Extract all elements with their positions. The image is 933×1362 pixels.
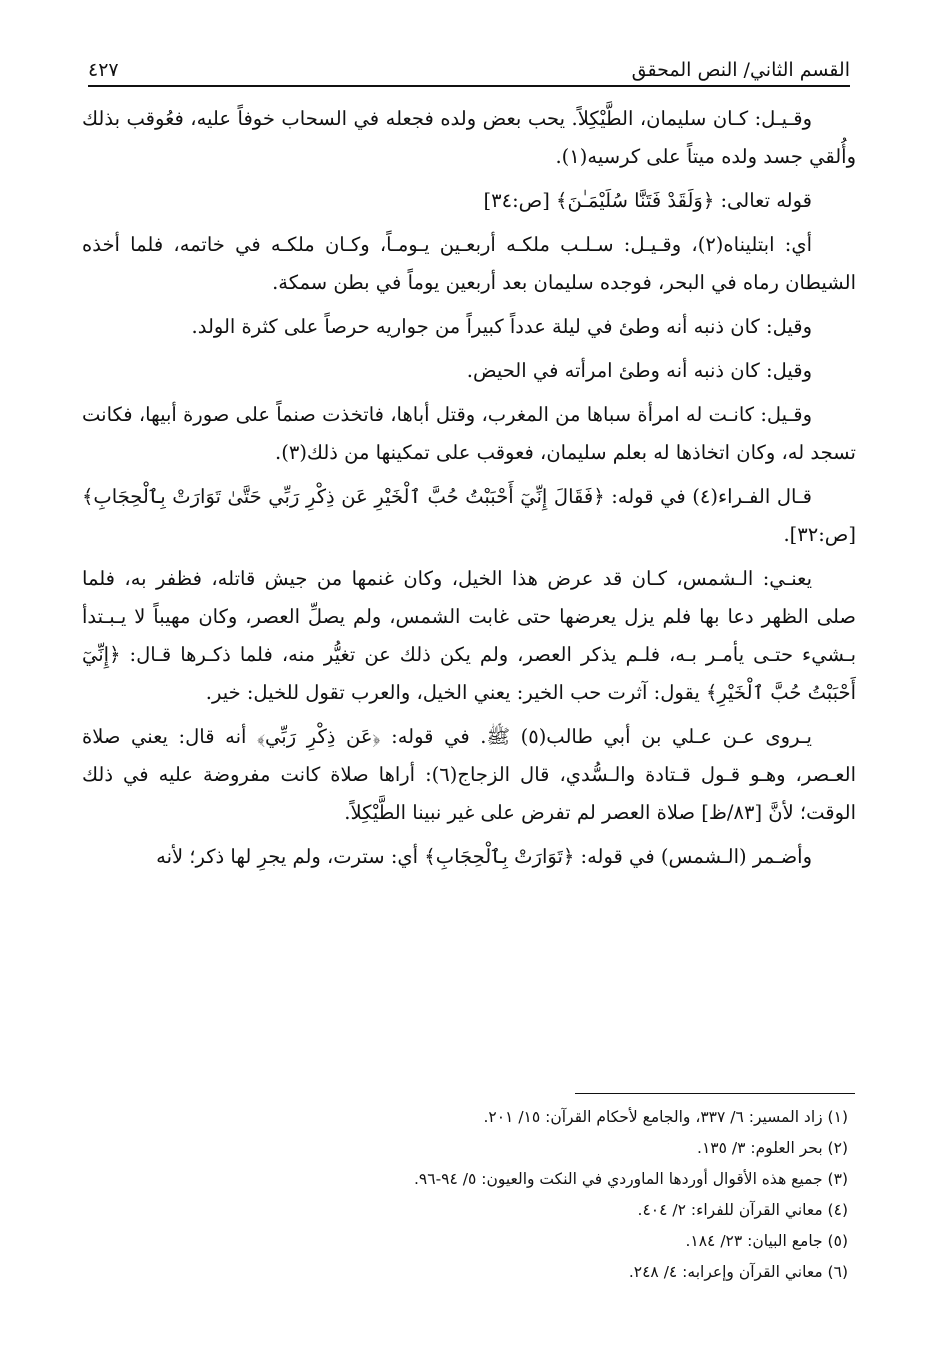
paragraph: وأضـمر (الـشمس) في قوله: ﴿تَوَارَتْ بِٱلْحِجَابِ﴾ أي: سترت، ولم يجرِ لها ذكر؛ لأنه [156,845,812,868]
section-title: القسم الثاني/ النص المحقق [631,59,850,81]
footnote: (٥) جامع البيان: ٢٣/ ١٨٤. [685,1232,848,1250]
footnote: (٤) معاني القرآن للفراء: ٢/ ٤٠٤. [637,1201,848,1219]
paragraph: قـال الفـراء(٤) في قوله: ﴿فَقَالَ إِنِّيٓ أَحْبَبْتُ حُبَّ ٱلْخَيْرِ عَن ذِكْرِ رَبِّي حَتَّىٰ تَوَارَتْ بِٱلْحِجَابِ﴾ [ص:٣٢]. [82,485,856,546]
footnotes [82,1102,848,1288]
footnote: (١) زاد المسير: ٦/ ٣٣٧، والجامع لأحكام القرآن: ١٥/ ٢٠١. [483,1108,848,1126]
paragraph: يـروى عـن عـلي بن أبي طالب(٥) ﷺ. في قوله: ﴿عَن ذِكْرِ رَبِّي﴾ أنه قال: يعني صلاة العـصر، وهـو قـول قـتادة والـسُّدي، قال الزجاج(٦): أراها صلاة كانت مفروضة عليه في ذلك الوقت؛ لأنَّ [٨٣/ظ] صلاة العصر لم تفرض على غير نبينا الطَّيْكِلاً. [82,725,856,824]
running-header [88,48,850,82]
header-rule [88,85,850,87]
footnote-rule [575,1093,855,1094]
main-text [82,100,856,882]
paragraph: وقيل: كان ذنبه أنه وطئ امرأته في الحيض. [466,359,812,382]
page-number: ٤٢٧ [88,59,119,81]
paragraph: وقـيل: كانـت له امرأة سباها من المغرب، وقتل أباها، فاتخذت صنماً على صورة أبيها، فكانت تسجد له، وكان اتخاذها له بعلم سليمان، فعوقب على تمكينها من ذلك(٣). [82,403,856,464]
paragraph: أي: ابتليناه(٢)، وقـيـل: سـلـب ملكـه أربعـين يـومـاً، وكـان ملكـه في خاتمه، فلما أخذه الشيطان رماه في البحر، فوجده سليمان بعد أربعين يوماً في بطن سمكة. [82,233,856,294]
verse-quote: قوله تعالى: ﴿وَلَقَدْ فَتَنَّا سُلَيْمَـٰنَ﴾ [ص:٣٤] [483,189,812,212]
footnote: (٦) معاني القرآن وإعرابه: ٤/ ٢٤٨. [628,1263,848,1281]
paragraph: وقـيـل: كـان سليمان، الطَّيْكِلاً. يحب بعض ولده فجعله في السحاب خوفاً عليه، فعُوقب بذلك وأُلقي جسد ولده ميتاً على كرسيه(١). [82,107,856,168]
paragraph: يعنـي: الـشمس، كـان قد عرض هذا الخيل، وكان غنمها من جيش قاتله، فظفر به، فلما صلى الظهر دعا بها فلم يزل يعرضها حتى غابت الشمس، ولم يصلِّ العصر، وكان مهيباً لا يـبـتدأ بـشيء حتـى يأمـر بـه، فلـم يذكر العصر، ولم يكن ذلك عن تغيُّر منه، فلما ذكـرها قـال: ﴿إِنِّيٓ أَحْبَبْتُ حُبَّ ٱلْخَيْرِ﴾ يقول: آثرت حب الخير: يعني الخيل، والعرب تقول للخيل: خير. [82,567,856,704]
footnote: (٢) بحر العلوم: ٣/ ١٣٥. [697,1139,848,1157]
footnote: (٣) جميع هذه الأقوال أوردها الماوردي في النكت والعيون: ٥/ ٩٤-٩٦. [413,1170,848,1188]
paragraph: وقيل: كان ذنبه أنه وطئ في ليلة عدداً كبيراً من جواريه حرصاً على كثرة الولد. [191,315,812,338]
